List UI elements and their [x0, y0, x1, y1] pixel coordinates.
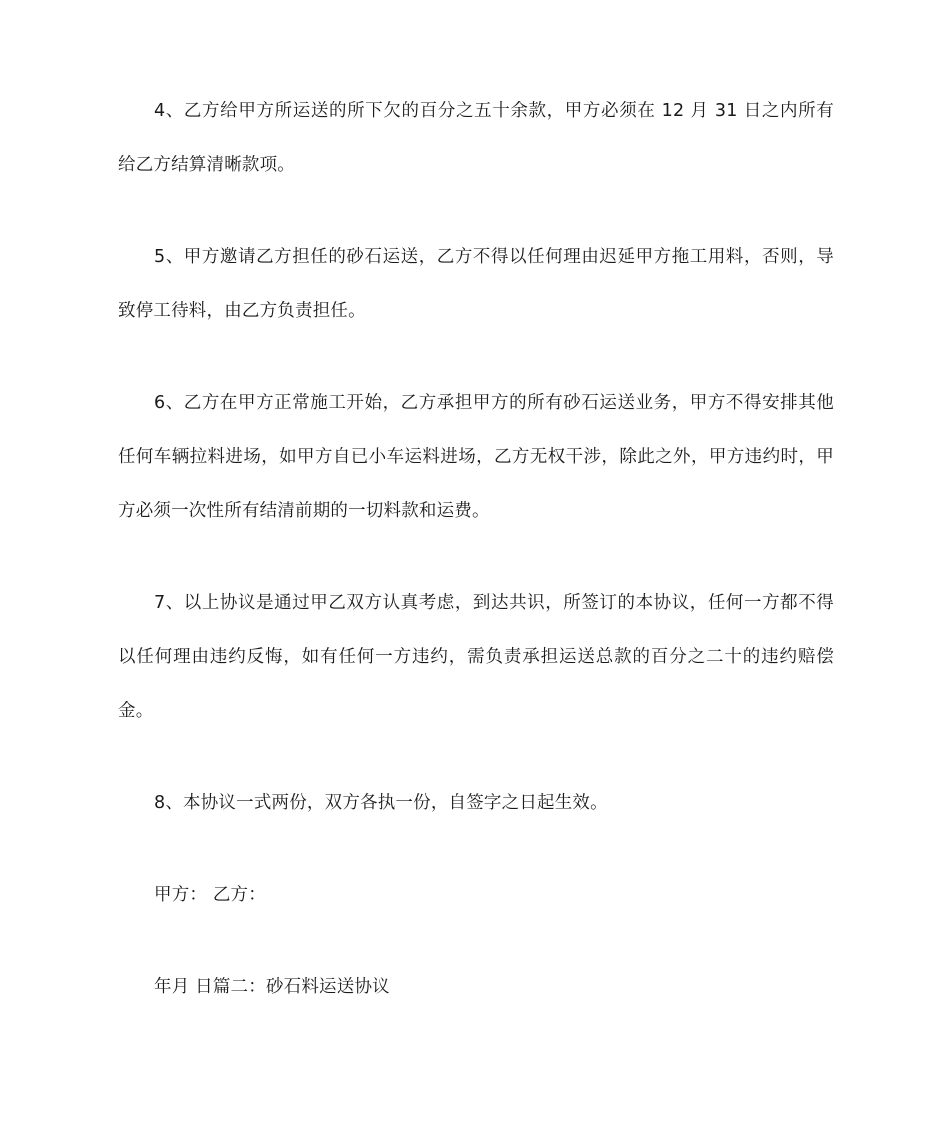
clause-4: 4、乙方给甲方所运送的所下欠的百分之五十余款，甲方必须在 12 月 31 日之内所有给乙方结算清晰款项。	[118, 101, 834, 175]
date-and-section-title: 年月 日篇二：砂石料运送协议	[154, 977, 390, 997]
paragraph-gap	[118, 338, 834, 376]
paragraph-gap	[118, 192, 834, 230]
document-body	[118, 84, 834, 1014]
paragraph-gap	[118, 738, 834, 776]
clause-6: 6、乙方在甲方正常施工开始，乙方承担甲方的所有砂石运送业务，甲方不得安排其他任何车辆拉料进场，如甲方自已小车运料进场，乙方无权干涉，除此之外，甲方违约时，甲方必须一次性所有结清前期的一切料款和运费。	[118, 393, 834, 521]
paragraph-gap	[118, 922, 834, 960]
clause-5: 5、甲方邀请乙方担任的砂石运送，乙方不得以任何理由迟延甲方拖工用料，否则，导致停工待料，由乙方负责担任。	[118, 247, 834, 321]
paragraph-gap	[118, 830, 834, 868]
clause-7: 7、以上协议是通过甲乙双方认真考虑，到达共识，所签订的本协议，任何一方都不得以任何理由违约反悔，如有任何一方违约，需负责承担运送总款的百分之二十的违约赔偿金。	[118, 593, 834, 721]
clause-8: 8、本协议一式两份，双方各执一份，自签字之日起生效。	[154, 793, 608, 813]
paragraph-gap	[118, 538, 834, 576]
signature-line: 甲方： 乙方：	[154, 885, 266, 905]
